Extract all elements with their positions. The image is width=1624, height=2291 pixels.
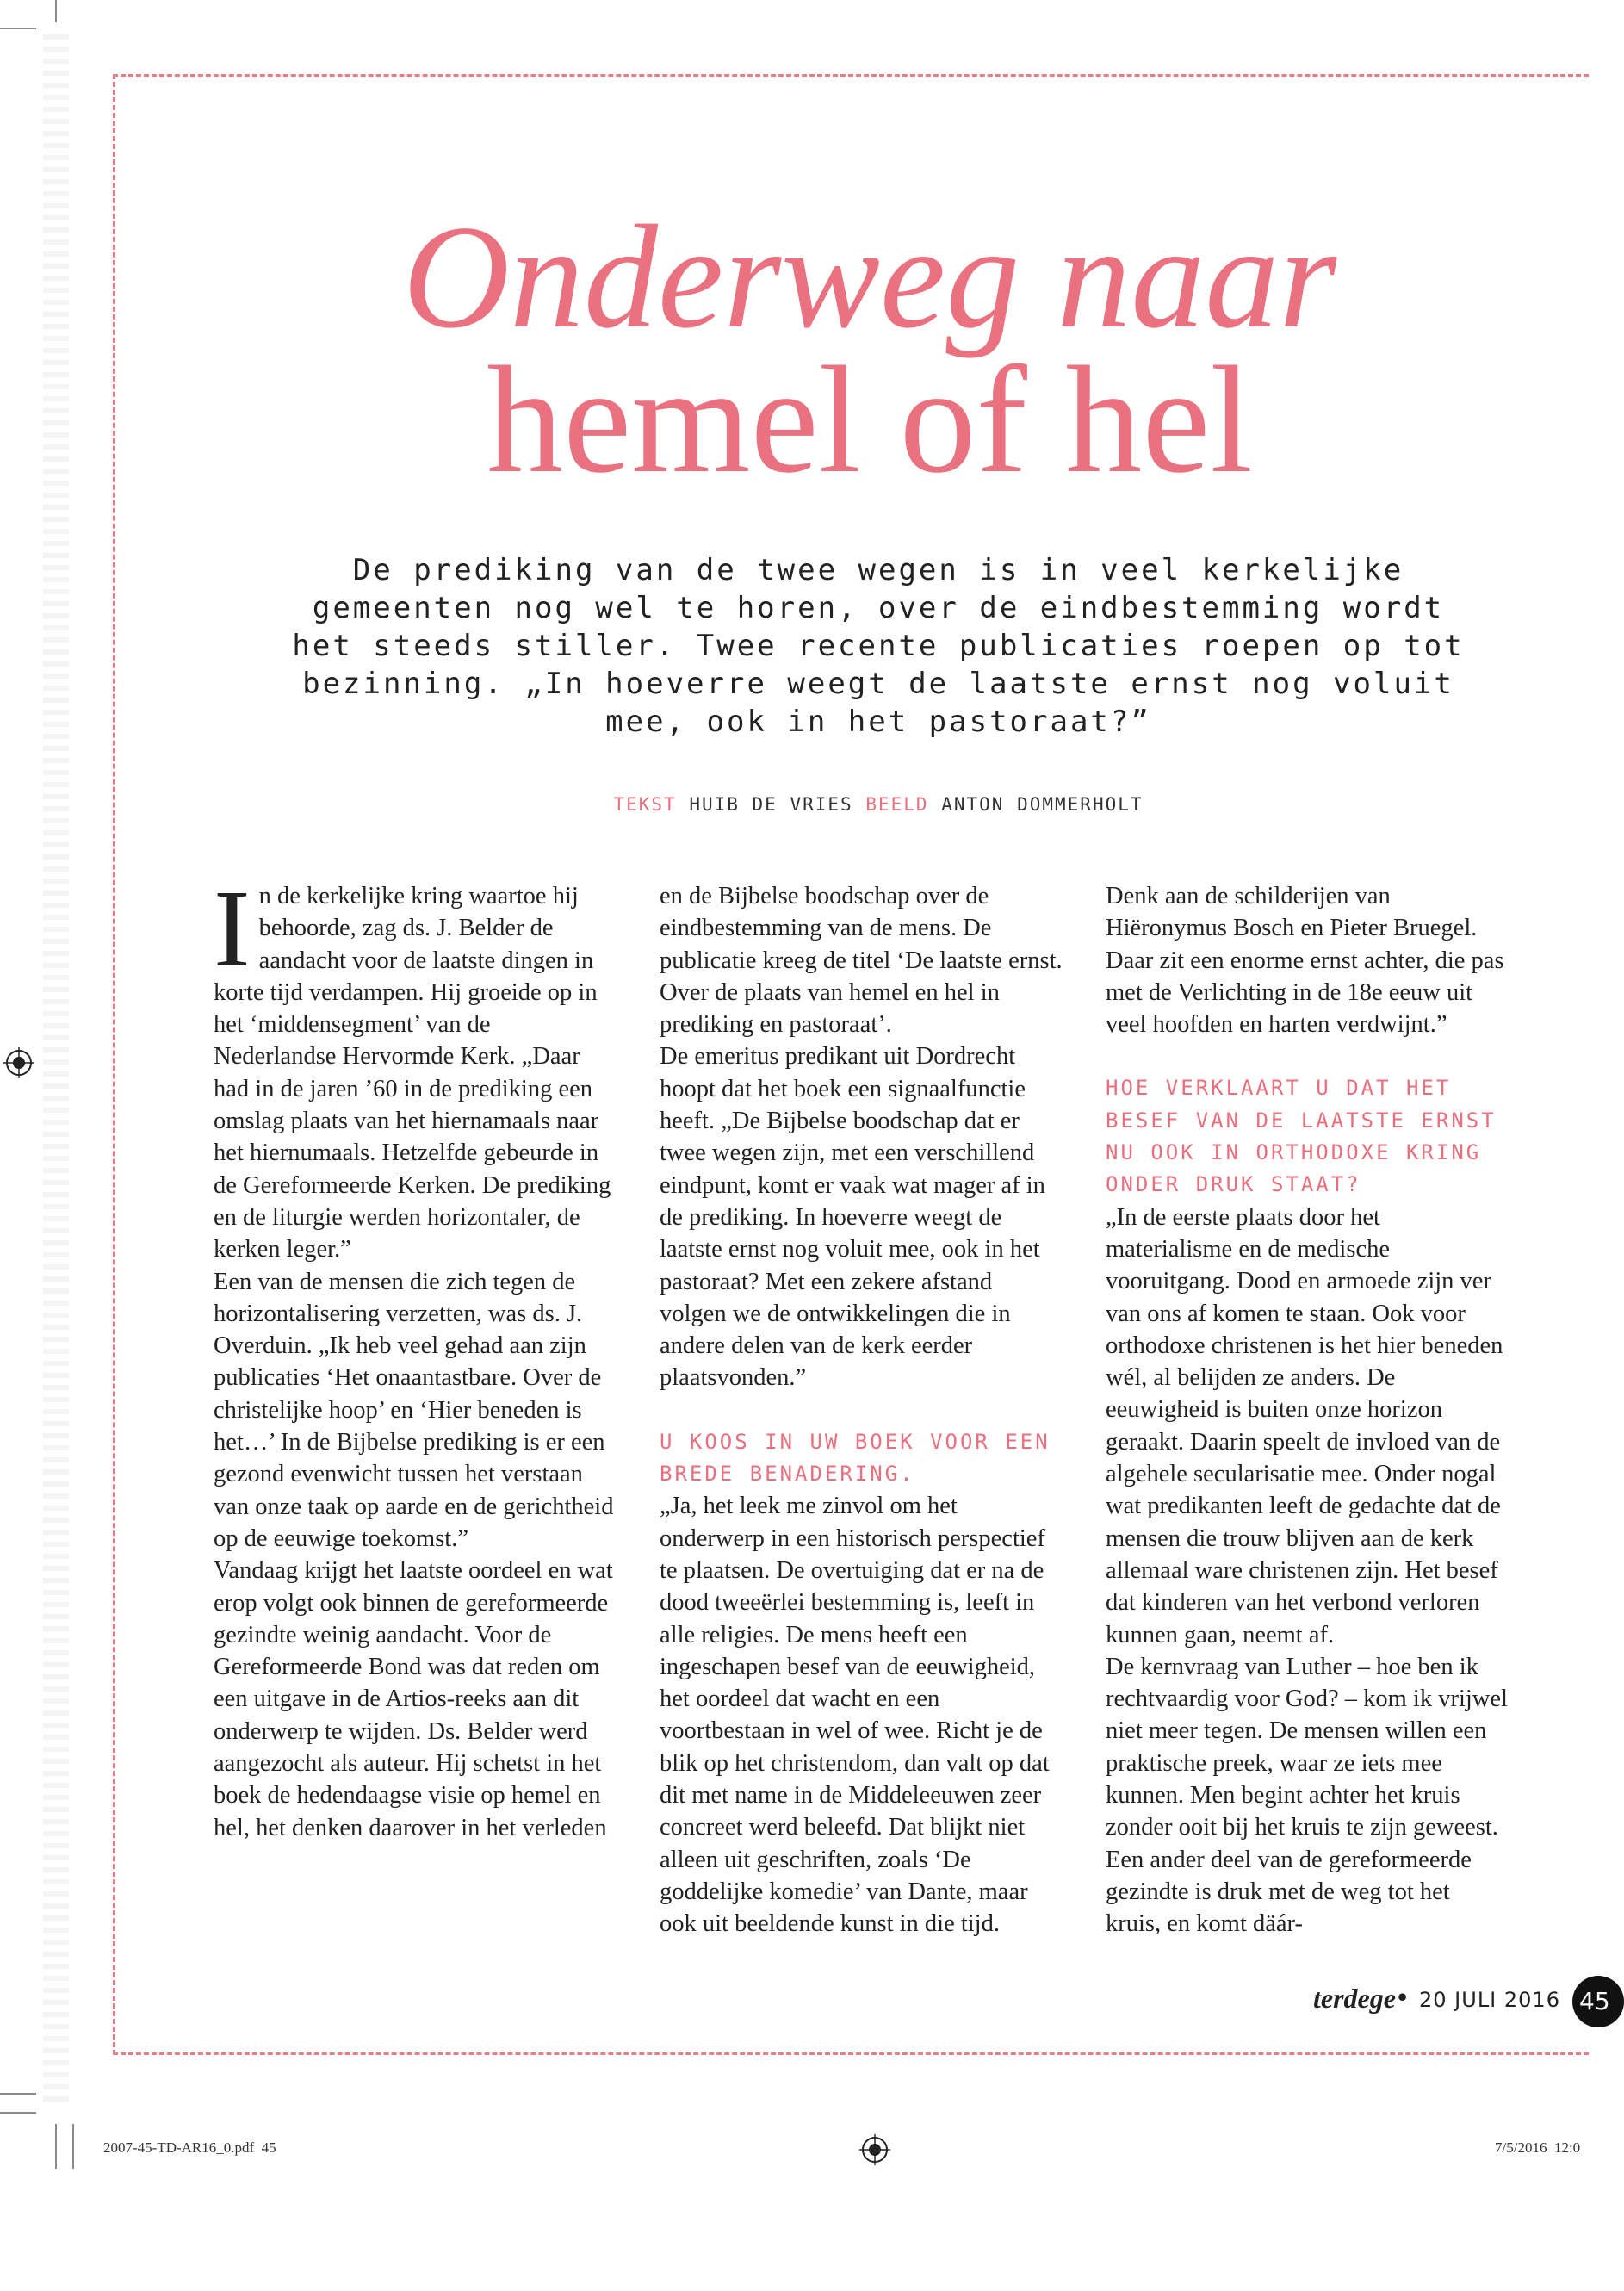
article-lead: De prediking van de twee wegen is in veel kerkelijke gemeenten nog wel te horen, over de eindbestemming wordt het steeds stiller. Twee recente publicaties roepen op tot bezinning. „In hoeverre weegt de laatste ernst nog voluit mee, ook in het pastoraat?” bbox=[292, 553, 1465, 739]
print-slug-file bbox=[103, 2139, 276, 2157]
credit-text-label: TEKST bbox=[613, 794, 677, 815]
crop-mark-bottom-left-horizontal bbox=[0, 2093, 36, 2095]
page-number: 45 bbox=[1572, 1976, 1624, 2027]
paragraph: Een van de mensen die zich tegen de horizontalisering verzetten, was ds. J. Overduin. „Ik heb veel gehad aan zijn publicaties ‘Het onaantastbare. Over de christelijke hoop’ en ‘Hier beneden is het…’ In de Bijbelse prediking is er een gezond evenwicht tussen het verstaan van onze taak op aarde en de gerichtheid op de eeuwige toekomst.” bbox=[214, 1268, 614, 1552]
paragraph-text: n de kerkelijke kring waartoe hij behoorde, zag ds. J. Belder de aandacht voor de laatste dingen in korte tijd verdampen. Hij groeide op in het ‘middensegment’ van de Nederlandse Hervormde Kerk. „Daar had in de jaren ’60 in de prediking een omslag plaats van het hiernamaals naar het hiernumaals. Hetzelfde gebeurde in de Gereformeerde Kerken. De prediking en de liturgie werden horizontaler, de kerken leger.” bbox=[214, 883, 611, 1263]
crop-mark-bottom-left-vertical-2 bbox=[72, 2124, 74, 2169]
paragraph: De emeritus predikant uit Dordrecht hoopt dat het boek een signaalfunctie heeft. „De Bijbelse boodschap dat er twee wegen zijn, met een verschillend eindpunt, komt er vaak wat mager af in de prediking. In hoeverre weegt de laatste ernst nog voluit mee, ook in het pastoraat? Met een zekere afstand volgen we de ontwikkelingen die in andere delen van de kerk eerder plaatsvonden.” bbox=[660, 1043, 1045, 1392]
column-2 bbox=[660, 880, 1064, 1940]
paragraph: Denk aan de schilderijen van Hiëronymus Bosch en Pieter Bruegel. Daar zit een enorme ernst achter, die pas met de Verlichting in de 18e eeuw uit veel hoofden en harten verdwijnt.” bbox=[1106, 883, 1504, 1039]
show-through-bleed bbox=[43, 34, 69, 2102]
crop-mark-bottom-left-vertical bbox=[55, 2124, 57, 2169]
paragraph: „In de eerste plaats door het materialisme en de medische vooruitgang. Dood en armoede zijn ver van ons af komen te staan. Ook voor orthodoxe christenen is het hier beneden wél, al belijden ze anders. De eeuwigheid is buiten onze horizon geraakt. Daarin speelt de invloed van de algehele secularisatie mee. Onder nogal wat predikanten leeft de gedachte dat de mensen die trouw blijven aan de kerk allemaal ware christenen zijn. Het besef dat kinderen van het verbond verloren kunnen gaan, neemt af. bbox=[1106, 1203, 1503, 1648]
footer-separator: • bbox=[1398, 1981, 1408, 2012]
issue-date: 20 JULI 2016 bbox=[1419, 1988, 1560, 2012]
registration-mark-bottom bbox=[859, 2134, 890, 2165]
crop-mark-top-left-horizontal bbox=[0, 28, 36, 29]
print-slug-datetime bbox=[1495, 2139, 1580, 2157]
drop-cap: I bbox=[214, 867, 251, 990]
title-line-1: Onderweg naar bbox=[402, 196, 1337, 359]
credit-image-label: BEELD bbox=[865, 794, 929, 815]
paragraph: „Ja, het leek me zinvol om het onderwerp in een historisch perspectief te plaatsen. De overtuiging dat er na de dood tweeërlei bestemming is, leeft in alle religies. De mens heeft een ingeschapen besef van de eeuwigheid, het oordeel dat wacht en een voortbestaan in wel of wee. Richt je de blik op het christendom, dan valt op dat dit met name in de Middeleeuwen zeer concreet werd beleefd. Dat blijkt niet alleen uit geschriften, zoals ‘De goddelijke komedie’ van Dante, maar ook uit beeldende kunst in die tijd. bbox=[660, 1493, 1050, 1938]
column-3 bbox=[1106, 880, 1510, 1940]
credit-image-author: ANTON DOMMERHOLT bbox=[941, 794, 1144, 815]
interview-question: U KOOS IN UW BOEK VOOR EEN BREDE BENADERING. bbox=[660, 1429, 1051, 1487]
crop-mark-top-left-vertical bbox=[55, 0, 57, 22]
slug-date: 7/5/2016 bbox=[1495, 2139, 1547, 2156]
slug-file: 2007-45-TD-AR16_0.pdf bbox=[103, 2139, 255, 2156]
title-line-2: hemel of hel bbox=[487, 334, 1253, 505]
article-title bbox=[284, 196, 1455, 505]
credit-text-author: HUIB DE VRIES bbox=[689, 794, 853, 815]
paragraph bbox=[214, 867, 618, 1266]
registration-mark-left bbox=[3, 1047, 34, 1078]
paragraph: en de Bijbelse boodschap over de eindbestemming van de mens. De publicatie kreeg de titel ‘De laatste ernst. Over de plaats van hemel en hel in prediking en pastoraat’. bbox=[660, 883, 1063, 1039]
slug-time: 12:0 bbox=[1553, 2139, 1581, 2156]
column-1 bbox=[214, 867, 618, 1844]
crop-mark-bottom-left-horizontal-2 bbox=[0, 2112, 36, 2114]
paragraph: Vandaag krijgt het laatste oordeel en wat erop volgt ook binnen de gereformeerde gezindte weinig aandacht. Voor de Gereformeerde Bond was dat reden om een uitgave in de Artios-reeks aan dit onderwerp te wijden. Ds. Belder werd aangezocht als auteur. Hij schetst in het boek de hedendaagse visie op hemel en hel, het denken daarover in het verleden bbox=[214, 1557, 613, 1841]
interview-question: HOE VERKLAART U DAT HET BESEF VAN DE LAATSTE ERNST NU OOK IN ORTHODOXE KRING ONDER DRUK STAAT? bbox=[1106, 1076, 1497, 1197]
magazine-brand: terdege bbox=[1313, 1983, 1396, 2014]
slug-page: 45 bbox=[261, 2139, 276, 2156]
paragraph: De kernvraag van Luther – hoe ben ik rechtvaardig voor God? – kom ik vrijwel niet meer tegen. De mensen willen een praktische preek, waar ze iets mee kunnen. Men begint achter het kruis zonder ooit bij het kruis te zijn geweest. Een ander deel van de gereformeerde gezindte is druk met de weg tot het kruis, en komt däár- bbox=[1106, 1653, 1508, 1938]
article-credits bbox=[276, 794, 1481, 815]
